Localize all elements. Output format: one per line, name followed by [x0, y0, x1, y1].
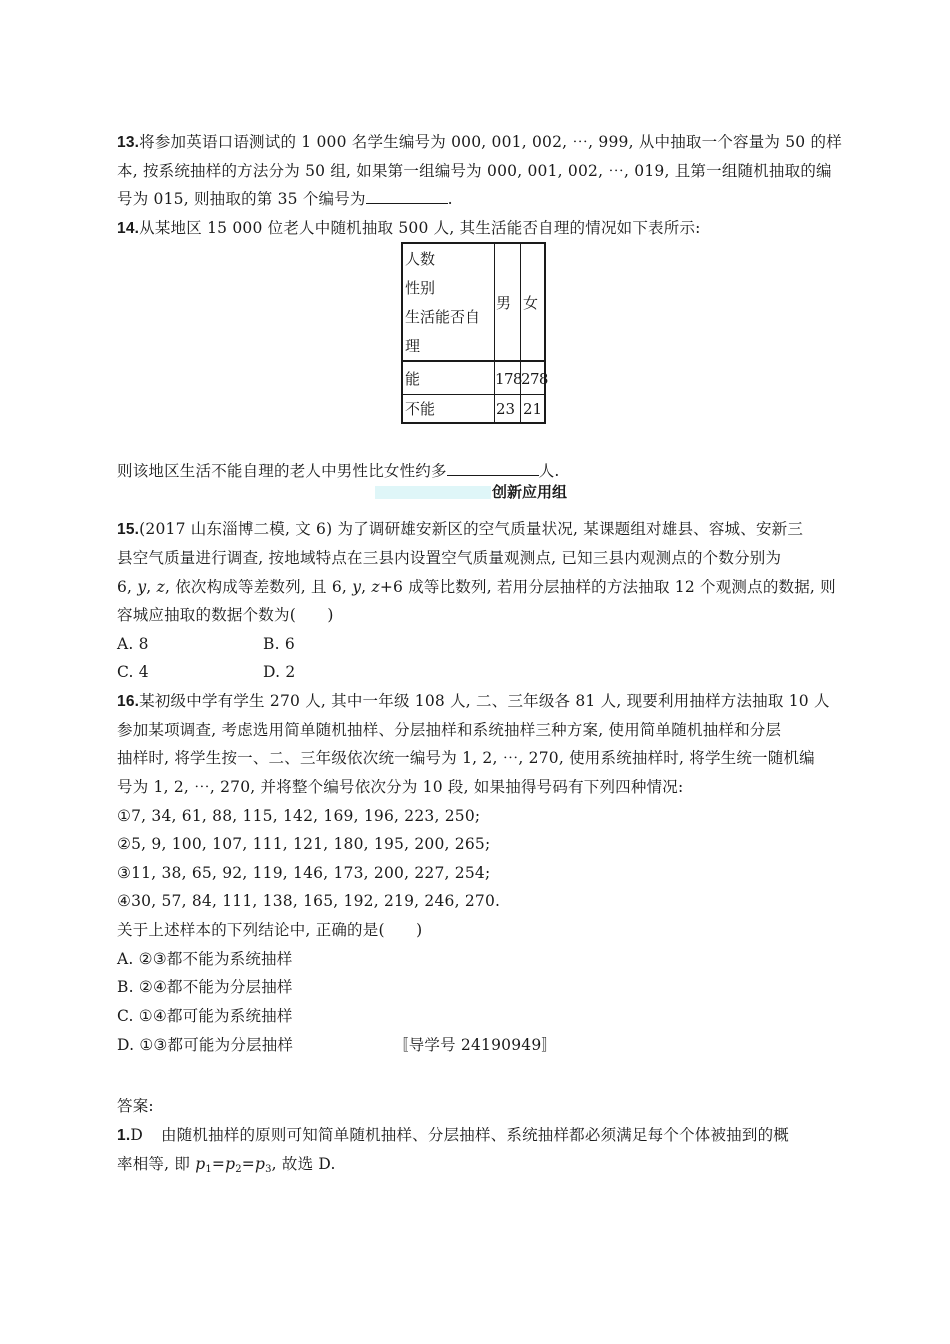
var-z: z	[156, 578, 165, 596]
q16-option-b[interactable]: B. ②④都不能为分层抽样	[117, 978, 293, 996]
q16-option-a[interactable]: A. ②③都不能为系统抽样	[117, 950, 293, 968]
q16-case-2: ②5, 9, 100, 107, 111, 121, 180, 195, 200, 265;	[117, 835, 491, 853]
q16-option-c[interactable]: C. ①④都可能为系统抽样	[117, 1007, 293, 1025]
q14-line-1	[117, 217, 701, 240]
answer-1-text: 率相等, 即	[117, 1155, 196, 1173]
q15-text: 6,	[117, 578, 138, 596]
q16-line-4: 号为 1, 2, ⋯, 270, 并将整个编号依次分为 10 段, 如果抽得号码有下列四种情况:	[117, 778, 684, 796]
q15-text: +6 成等比数列, 若用分层抽样的方法抽取 12 个观测点的数据, 则	[379, 578, 836, 596]
q14-text-2: 则该地区生活不能自理的老人中男性比女性约多	[117, 462, 447, 480]
q15-option-c[interactable]: C. 4	[117, 663, 149, 681]
section-heading: 创新应用组	[492, 484, 568, 501]
q15-text: , 依次构成等差数列, 且 6,	[164, 578, 353, 596]
subscript: 3	[265, 1164, 272, 1175]
answer-1-choice: D	[130, 1126, 143, 1144]
q14-number: 14.	[117, 220, 140, 237]
q15-text: ,	[146, 578, 157, 596]
answer-1-line-1	[117, 1124, 789, 1147]
table-cell: 178	[495, 370, 522, 388]
q14-text-2-end: 人.	[538, 462, 560, 480]
answers-title: 答案:	[117, 1097, 154, 1115]
equals-sign: =	[241, 1155, 255, 1173]
subscript: 2	[235, 1164, 242, 1175]
q13-text-3: 号为 015, 则抽取的第 35 个编号为	[117, 190, 366, 208]
q14-text-1: 从某地区 15 000 位老人中随机抽取 500 人, 其生活能否自理的情况如下表所示:	[139, 219, 701, 237]
table-header-gender: 性别	[405, 279, 436, 297]
q13-answer-blank[interactable]	[366, 189, 448, 204]
table-col-female: 女	[523, 294, 539, 312]
q14-data-table	[401, 242, 546, 424]
q16-line-3: 抽样时, 将学生按一、二、三年级依次统一编号为 1, 2, ⋯, 270, 使用系统抽样时, 将学生统一随机编	[117, 749, 815, 767]
q16-case-3: ③11, 38, 65, 92, 119, 146, 173, 200, 227, 254;	[117, 864, 491, 882]
q16-line-1	[117, 690, 830, 713]
q16-question: 关于上述样本的下列结论中, 正确的是( )	[117, 921, 423, 939]
table-header-count: 人数	[405, 250, 436, 268]
table-col-male: 男	[496, 294, 512, 312]
section-heading-highlight	[375, 486, 491, 499]
var-p: p	[225, 1155, 236, 1173]
table-row-label: 能	[405, 370, 421, 388]
var-z: z	[371, 578, 380, 596]
q15-line-1	[117, 518, 803, 541]
q16-case-4: ④30, 57, 84, 111, 138, 165, 192, 219, 246, 270.	[117, 892, 501, 910]
var-p: p	[195, 1155, 206, 1173]
q15-text-1: (2017 山东淄博二模, 文 6) 为了调研雄安新区的空气质量状况, 某课题组对雄县、容城、安新三	[139, 520, 804, 538]
q15-line-3	[117, 576, 836, 598]
q13-number: 13.	[117, 134, 140, 151]
q16-option-d[interactable]: D. ①③都可能为分层抽样	[117, 1036, 294, 1054]
q15-line-4: 容城应抽取的数据个数为( )	[117, 606, 334, 624]
q15-text: ,	[361, 578, 372, 596]
answer-1-text: , 故选 D.	[271, 1155, 336, 1173]
var-y: y	[137, 578, 147, 596]
answer-1-text-1: 由随机抽样的原则可知简单随机抽样、分层抽样、系统抽样都必须满足每个个体被抽到的概	[160, 1126, 789, 1144]
answer-1-line-2	[117, 1153, 336, 1181]
q15-option-b[interactable]: B. 6	[263, 635, 295, 653]
q15-line-2: 县空气质量进行调查, 按地域特点在三县内设置空气质量观测点, 已知三县内观测点的个数分别为	[117, 549, 782, 567]
q13-line-2: 本, 按系统抽样的方法分为 50 组, 如果第一组编号为 000, 001, 002, ⋯, 019, 且第一组随机抽取的编	[117, 162, 832, 180]
equals-sign: =	[211, 1155, 226, 1173]
q13-line-3	[117, 188, 453, 210]
q16-line-2: 参加某项调查, 考虑选用简单随机抽样、分层抽样和系统抽样三种方案, 使用简单随机抽样和分层	[117, 721, 782, 739]
table-header-selfcare-cont: 理	[405, 337, 421, 355]
table-header-divider	[403, 360, 544, 362]
q16-case-1: ①7, 34, 61, 88, 115, 142, 169, 196, 223, 250;	[117, 807, 481, 825]
q13-text-1: 将参加英语口语测试的 1 000 名学生编号为 000, 001, 002, ⋯, 999, 从中抽取一个容量为 50 的样	[139, 133, 842, 151]
subscript: 1	[205, 1164, 212, 1175]
q14-line-2	[117, 460, 560, 482]
q16-guide-number: 〚导学号 24190949〛	[393, 1036, 558, 1054]
table-cell: 278	[521, 370, 548, 388]
q16-text-1: 某初级中学有学生 270 人, 其中一年级 108 人, 二、三年级各 81 人, 现要利用抽样方法抽取 10 人	[139, 692, 830, 710]
q14-answer-blank[interactable]	[447, 461, 539, 476]
q13-period: .	[447, 190, 453, 208]
q15-option-a[interactable]: A. 8	[117, 635, 149, 653]
q15-number: 15.	[117, 521, 140, 538]
table-row-label: 不能	[405, 400, 436, 418]
q13-line-1	[117, 131, 842, 154]
table-header-selfcare: 生活能否自	[405, 308, 481, 326]
q15-option-d[interactable]: D. 2	[263, 663, 296, 681]
table-divider-2	[520, 244, 521, 422]
q16-number: 16.	[117, 693, 140, 710]
var-p: p	[254, 1155, 266, 1173]
var-y: y	[352, 578, 362, 596]
table-cell: 23	[496, 400, 516, 418]
table-cell: 21	[523, 400, 543, 418]
table-divider-1	[494, 244, 495, 422]
answer-1-number: 1.	[117, 1127, 131, 1144]
